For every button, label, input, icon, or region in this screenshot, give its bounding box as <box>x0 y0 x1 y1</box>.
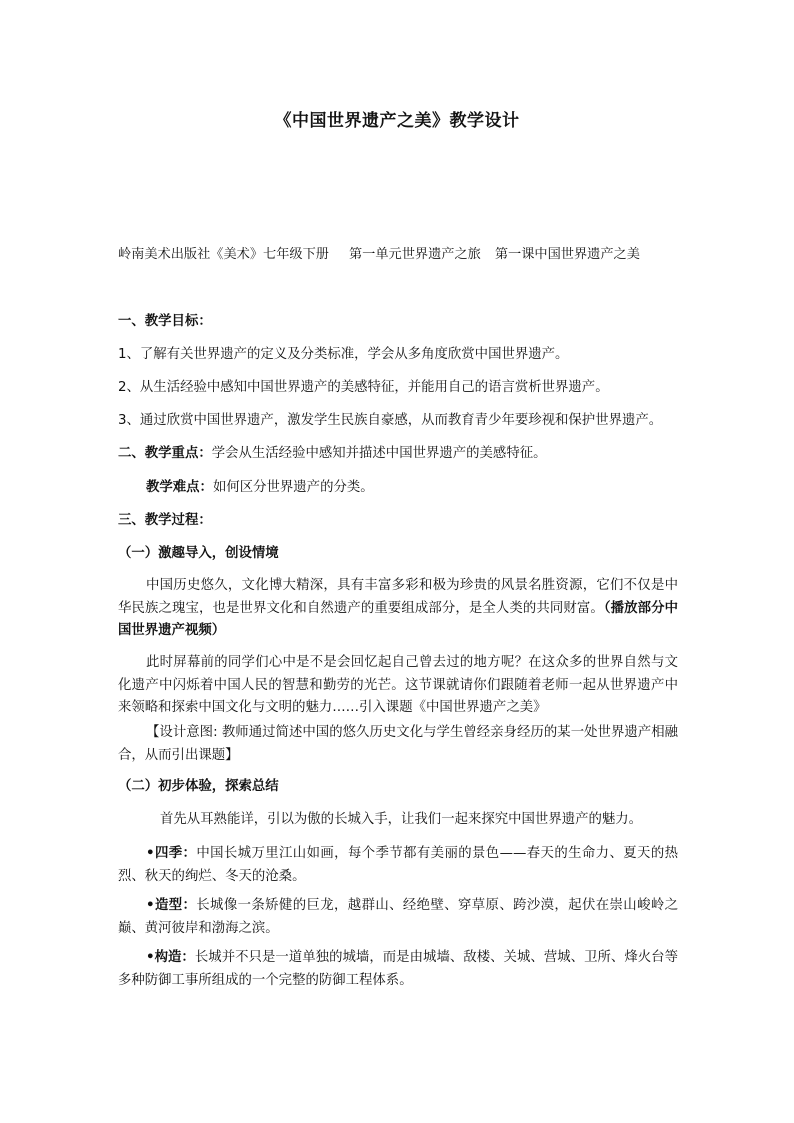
design-intent-paragraph: 【设计意图: 教师通过简述中国的悠久历史文化与学生曾经亲身经历的某一处世界遗产相融合，从而引出课题】 <box>118 725 678 763</box>
intro-paragraph-video-note: （播放部分中国世界遗产视频） <box>118 600 678 638</box>
great-wall-intro: 首先从耳熟能详，引以为傲的长城入手，让我们一起来探究中国世界遗产的魅力。 <box>160 812 643 827</box>
bullet-shape <box>118 895 678 940</box>
objective-item-1: 1、了解有关世界遗产的定义及分类标准，学会从多角度欣赏中国世界遗产。 <box>118 347 569 362</box>
difficulty-label: 教学难点： <box>146 480 213 495</box>
bullet-seasons-text: 中国长城万里江山如画，每个季节都有美丽的景色——春天的生命力、夏天的热烈、秋天的绚烂、冬天的沧桑。 <box>118 846 678 884</box>
subtitle-publisher: 岭南美术出版社《美术》七年级下册 <box>118 247 329 262</box>
key-points-label: 二、教学重点： <box>118 446 212 461</box>
bullet-structure <box>118 947 678 992</box>
bullet-structure-text: 长城并不只是一道单独的城墙，而是由城墙、敌楼、关城、营城、卫所、烽火台等多种防御工事所组成的一个完整的防御工程体系。 <box>118 950 678 988</box>
bullet-shape-label: •造型： <box>146 898 197 913</box>
document-title: 《中国世界遗产之美》教学设计 <box>274 111 520 131</box>
bullet-seasons-label: •四季： <box>146 846 197 861</box>
section-3-heading: 三、教学过程： <box>118 513 212 528</box>
subsection-1-heading: （一）激趣导入，创设情境 <box>118 546 279 561</box>
subtitle-unit: 第一单元世界遗产之旅 <box>349 247 481 262</box>
objective-item-2: 2、从生活经验中感知中国世界遗产的美感特征，并能用自己的语言赏析世界遗产。 <box>118 380 609 395</box>
subtitle-lesson: 第一课中国世界遗产之美 <box>494 247 640 262</box>
section-2-key-points <box>118 443 680 465</box>
intro-paragraph <box>118 575 678 643</box>
bullet-shape-text: 长城像一条矫健的巨龙，越群山、经绝壁、穿草原、跨沙漠，起伏在崇山峻岭之巅、黄河彼岸和渤海之滨。 <box>118 898 679 936</box>
section-2-difficulty <box>146 477 708 499</box>
objective-item-3: 3、通过欣赏中国世界遗产，激发学生民族自豪感，从而教育青少年要珍视和保护世界遗产。 <box>118 413 663 428</box>
subsection-2-heading: （二）初步体验，探索总结 <box>118 779 279 794</box>
recall-paragraph: 此时屏幕前的同学们心中是不是会回忆起自己曾去过的地方呢？在这众多的世界自然与文化遗产中闪烁着中国人民的智慧和勤劳的光芒。这节课就请你们跟随着老师一起从世界遗产中来领略和探索中国文化与文明的魅力……引入课题《中国世界遗产之美》 <box>118 655 678 715</box>
bullet-seasons <box>118 843 678 888</box>
key-points-text: 学会从生活经验中感知并描述中国世界遗产的美感特征。 <box>211 446 547 461</box>
bullet-structure-label: •构造： <box>146 950 195 965</box>
section-1-heading: 一、教学目标： <box>118 314 212 329</box>
difficulty-text: 如何区分世界遗产的分类。 <box>212 480 374 495</box>
document-subtitle <box>118 244 680 266</box>
intro-paragraph-text: 中国历史悠久，文化博大精深，具有丰富多彩和极为珍贵的风景名胜资源，它们不仅是中华民族之瑰宝，也是世界文化和自然遗产的重要组成部分，是全人类的共同财富。 <box>118 578 678 616</box>
